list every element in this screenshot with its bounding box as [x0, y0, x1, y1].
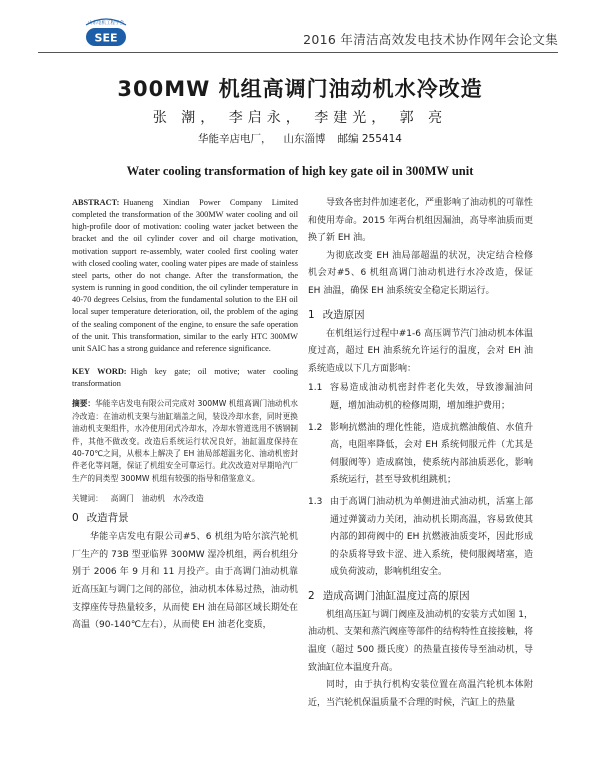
section-heading-0: 0 改造背景 [72, 512, 129, 525]
english-abstract [72, 197, 298, 355]
paper-title: 300MW 机组高调门油动机水冷改造 [117, 77, 483, 101]
list-item-number: 1.1 [308, 383, 323, 394]
left-column [72, 197, 298, 635]
english-abstract-text: Huaneng Xindian Power Company Limited completed the transformation of the 300MW water cooling and oil high-profile door of motivation: cooling water jacket between the bracket and the oil cylinder cover and oil charge motivation, motivation support re-assembly, water cooled first cooling water with closed cooling water, cooling water pipes are made of stainless steel parts, other do not change. After the transformation, the system is running in good condition, the oil cylinder temperature in 40-70 degrees Celsius, from the fundamental solution to the EH oil local super temperature deterioration, oil, the problem of the aging of the sealing component of the engine, to ensure the safe operation of the unit. This transformation, similar to the early HTC 300MW unit SAIC has a strong guidance and reference significance. [72, 198, 298, 353]
list-item-number: 1.3 [308, 496, 323, 507]
list-item [308, 494, 533, 582]
list-item-number: 1.2 [308, 422, 323, 433]
right-column [308, 195, 533, 712]
affiliation-postcode: 邮编 255414 [337, 133, 402, 145]
retrofit-decision-paragraph: 为彻底改变 EH 油局部超温的状况，决定结合检修机会对#5、6 机组高调门油动机进行水冷改造，保证 EH 油温，确保 EH 油系统安全稳定长期运行。 [308, 250, 533, 296]
list-item-text: 容易造成油动机密封件老化失效，导致渗漏油问题，增加油动机的检修周期，增加维护费用； [330, 383, 533, 411]
continued-paragraph: 导致各密封件加速老化，严重影响了油动机的可靠性和使用寿命。2015 年两台机组因漏油，高导率油质而更换了新 EH 油。 [308, 198, 534, 244]
english-keywords [72, 366, 298, 390]
section-heading-2: 2 造成高调门油缸温度过高的原因 [308, 589, 470, 602]
chinese-keywords-label: 关键词： [72, 494, 103, 504]
section-heading-1: 1 改造原因 [308, 308, 365, 321]
english-keywords-text: High key gate; oil motive; water cooling transformation [72, 367, 299, 389]
chinese-keywords [72, 493, 298, 504]
affiliation-org: 华能辛店电厂， [198, 133, 272, 145]
english-title: Water cooling transformation of high key gate oil in 300MW unit [126, 164, 474, 178]
header-divider [38, 52, 558, 53]
chinese-abstract-label: 摘要： [72, 399, 96, 409]
list-item-text: 影响抗燃油的理化性能，造成抗燃油酸值、水值升高，电阻率降低，会对 EH 系统伺服元件（尤其是伺服阀等）造成腐蚀，使系统内部油质恶化，影响系统运行，甚至导致机组跳机； [330, 422, 533, 486]
chinese-abstract-text: 华能辛店发电有限公司完成对 300MW 机组高调门油动机水冷改造：在油动机支架与油缸端盖之间，装设冷却水套，同时更换油动机支架组件，水冷使用闭式冷却水，冷却水管道选用不锈钢制件，其他不做改变。改造后系统运行状况良好，油缸温度保持在40-70℃之间，从根本上解决了 EH 油局部超温劣化、油动机密封件老化等问题，保证了机组安全可靠运行。此次改造对早期哈汽厂生产的同类型 300MW 机组有较强的指导和借鉴意义。 [72, 399, 298, 483]
paper-authors: 张 潮， 李启永， 李建光， 郭 亮 [152, 110, 448, 126]
affiliation-city: 山东淄博 [283, 133, 326, 145]
chinese-abstract [72, 398, 298, 485]
list-item [308, 380, 533, 415]
section-1-intro: 在机组运行过程中#1-6 高压调节汽门油动机本体温度过高，超过 EH 油系统允许运行的温度，会对 EH 油系统造成以下几方面影响： [308, 328, 533, 374]
section-2-paragraph-2: 同时，由于执行机构安装位置在高温汽轮机本体附近，当汽轮机保温质量不合理的时候，汽缸上的热量 [308, 680, 533, 708]
paper-affiliation [0, 131, 600, 146]
english-keywords-label: KEY WORD: [72, 367, 127, 377]
section-0-paragraph: 华能辛店发电有限公司#5、6 机组为哈尔滨汽轮机厂生产的 73B 型亚临界 300MW 湿冷机组，两台机组分别于 2006 年 9 月和 11 月投产。由于高调门油动机靠近高压缸与调门之间的部位，油动机本体易过热，油动机支撑座传导热量较多，从而使 EH 油在局部区域长期处在高温（90-140℃左右），从而使 EH 油老化变质， [72, 532, 298, 631]
keyword-item: 高调门 [110, 494, 134, 504]
list-item-text: 由于高调门油动机为单侧进油式油动机，活塞上部通过弹簧动力关闭，油动机长期高温，容易致使其内部的卸荷阀中的 EH 抗燃液油质变坏，因此形成的杂质将导致卡涩、进入系统，使伺服阀堵塞，造成负荷波动，影响机组安全。 [330, 496, 533, 578]
conference-logo [80, 15, 132, 49]
keyword-item: 油动机 [141, 494, 165, 504]
section-2-paragraph-1: 机组高压缸与调门阀座及油动机的安装方式如图 1，油动机、支架和蒸汽阀座等部件的结构特性直接接触，将温度（超过 500 摄氏度）的热量直接传导至油动机，导致油缸位本温度升高。 [308, 609, 534, 673]
english-abstract-label: ABSTRACT: [72, 198, 120, 207]
conference-title: 2016 年清洁高效发电技术协作网年会论文集 [303, 32, 558, 47]
svg-text:SEE: SEE [94, 31, 118, 45]
svg-text:山东电机工程学会: 山东电机工程学会 [88, 21, 124, 26]
list-item [308, 420, 533, 490]
keyword-item: 水冷改造 [172, 494, 204, 504]
